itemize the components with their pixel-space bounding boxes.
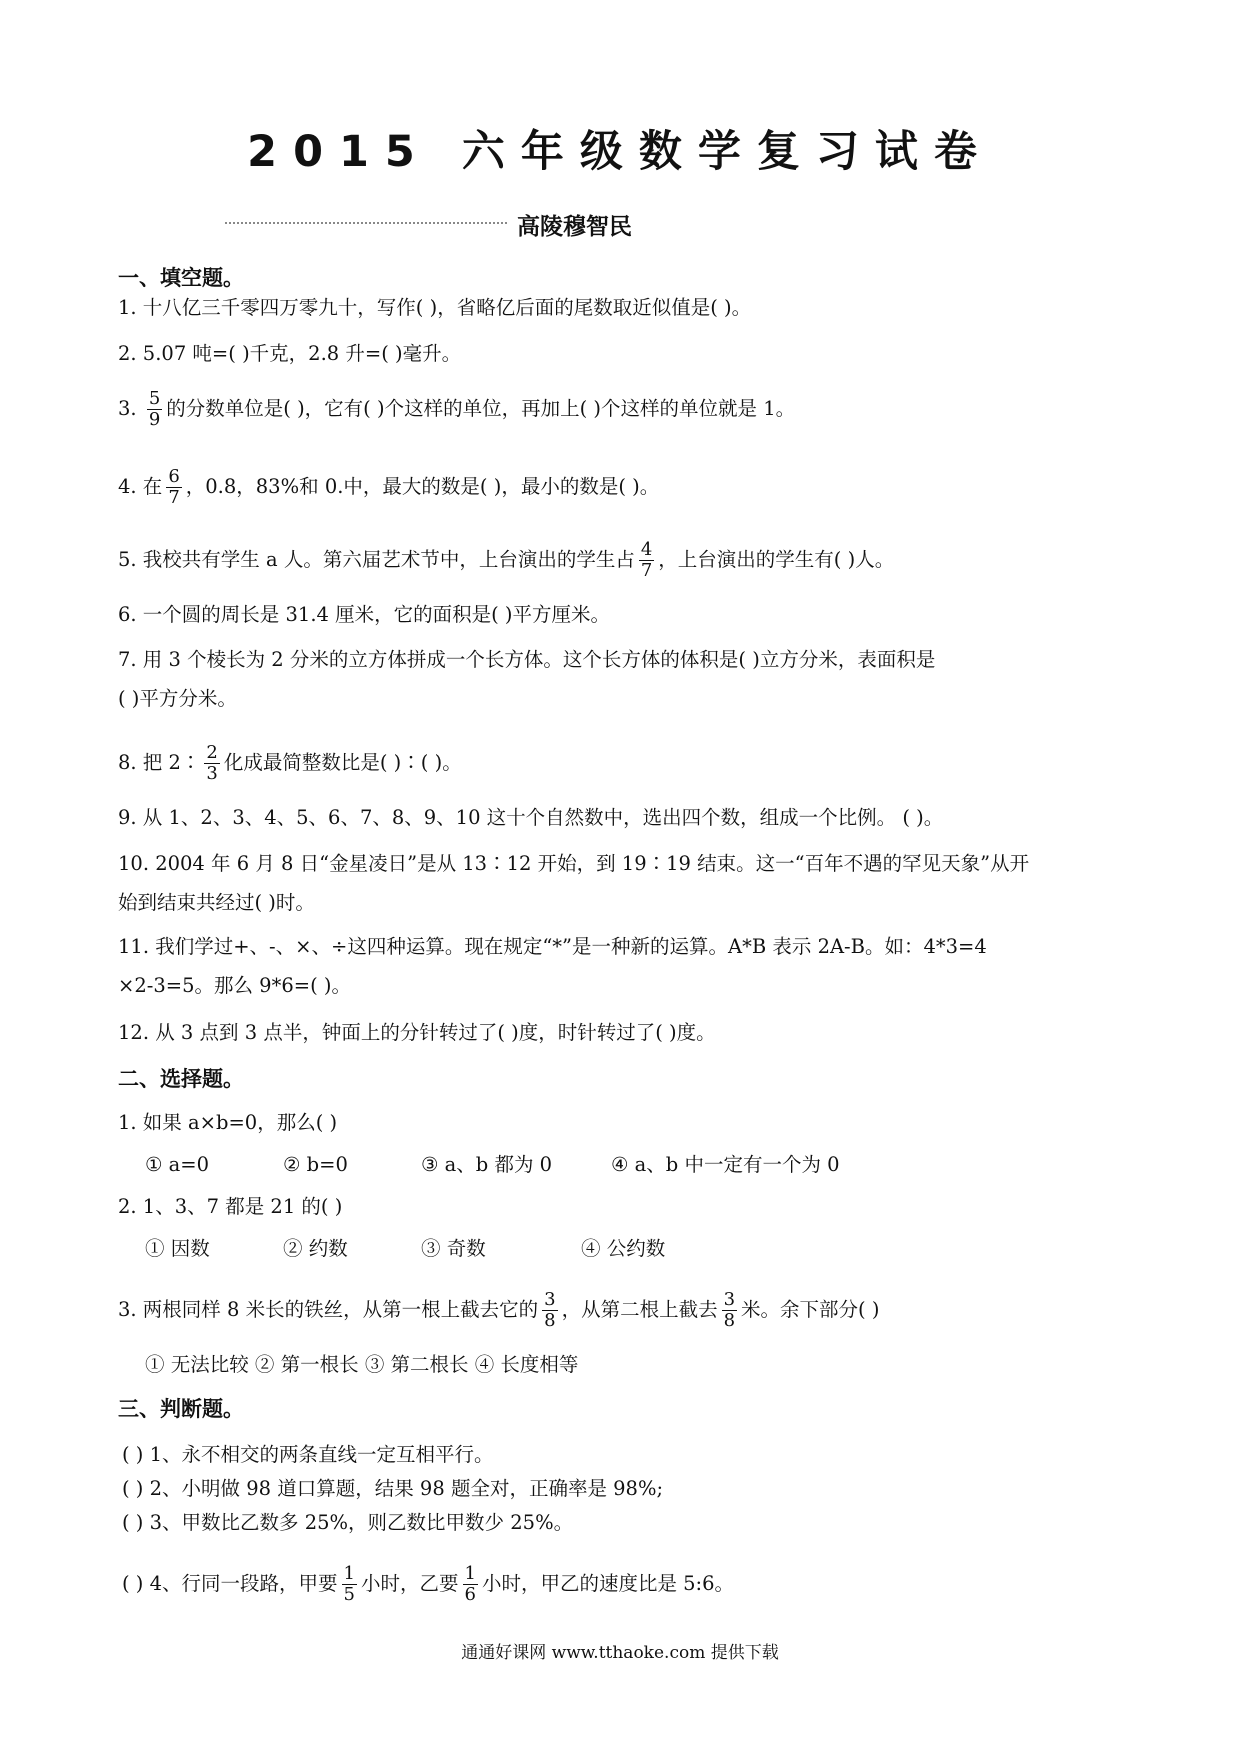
section-judge-heading: 三、判断题。 (118, 1397, 244, 1421)
fraction-numerator: 3 (544, 1289, 556, 1310)
fraction-numerator: 1 (343, 1563, 355, 1584)
fraction-5-9 (147, 389, 162, 430)
fill-q6: 6. 一个圆的周长是 31.4 厘米，它的面积是( )平方厘米。 (118, 603, 611, 626)
fraction-4-7 (639, 540, 654, 581)
fill-q5-post: ，上台演出的学生有( )人。 (658, 548, 895, 571)
fill-q8-post: 化成最简整数比是( )∶( )。 (223, 751, 462, 774)
fraction-numerator: 5 (148, 388, 161, 409)
fraction-denominator: 5 (343, 1584, 355, 1605)
page-title: 2015 六年级数学复习试卷 (247, 127, 993, 177)
choice-q3-option-4: ④ 长度相等 (474, 1353, 579, 1376)
fraction-numerator: 6 (168, 466, 180, 487)
dotted-leader (225, 222, 507, 224)
fill-q10-line1: 10. 2004 年 6 月 8 日“金星凌日”是从 13∶12 开始，到 19∶19 结束。这一“百年不遇的罕见天象”从开 (118, 852, 1030, 875)
choice-q3-mid: ，从第二根上截去 (561, 1298, 718, 1321)
fraction-denominator: 7 (168, 487, 180, 508)
fraction-3-8-b (722, 1290, 737, 1331)
fraction-denominator: 6 (464, 1584, 476, 1605)
choice-q2: 2. 1、3、7 都是 21 的( ) (118, 1195, 343, 1218)
judge-q4-pre: ( ) 4、行同一段路，甲要 (122, 1572, 338, 1595)
fraction-denominator: 8 (544, 1310, 556, 1331)
fraction-2-3 (204, 743, 219, 784)
judge-q2: ( ) 2、小明做 98 道口算题，结果 98 题全对，正确率是 98%; (122, 1477, 664, 1500)
choice-q2-option-4: ④ 公约数 (581, 1237, 666, 1260)
choice-q2-option-1: ① 因数 (145, 1237, 210, 1260)
choice-q1: 1. 如果 a×b=0，那么( ) (118, 1111, 338, 1134)
choice-q3 (118, 1290, 1130, 1331)
fill-q4 (118, 467, 1130, 508)
choice-q1-option-1: ① a=0 (145, 1153, 210, 1176)
fill-q8-pre: 8. 把 2∶ (118, 751, 201, 774)
author-row (225, 208, 925, 238)
fill-q10-line2: 始到结束共经过( )时。 (118, 891, 315, 914)
fill-q7-line2: ( )平方分米。 (118, 687, 237, 710)
fraction-denominator: 9 (148, 409, 161, 430)
fill-q12: 12. 从 3 点到 3 点半，钟面上的分针转过了( )度，时针转过了( )度。 (118, 1021, 716, 1044)
fraction-denominator: 8 (723, 1310, 736, 1331)
fill-q1: 1. 十八亿三千零四万零九十，写作( )，省略亿后面的尾数取近似值是( )。 (118, 296, 752, 319)
fill-q11-line1: 11. 我们学过+、-、×、÷这四种运算。现在规定“*”是一种新的运算。A*B 表示 2A-B。如：4*3=4 (118, 935, 987, 958)
choice-q1-option-4: ④ a、b 中一定有一个为 0 (611, 1153, 840, 1176)
judge-q1: ( ) 1、永不相交的两条直线一定互相平行。 (122, 1443, 494, 1466)
fraction-3-8-a (542, 1290, 557, 1331)
choice-q2-options (145, 1234, 1130, 1264)
fraction-denominator: 7 (640, 560, 653, 581)
fill-q3-post: 的分数单位是( )，它有( )个这样的单位，再加上( )个这样的单位就是 1。 (166, 397, 796, 420)
choice-q2-option-2: ② 约数 (283, 1237, 348, 1260)
fill-q8 (118, 743, 1130, 784)
choice-q3-pre: 3. 两根同样 8 米长的铁丝，从第一根上截去它的 (118, 1298, 539, 1321)
choice-q3-option-2: ② 第一根长 (254, 1353, 359, 1376)
fill-q11-line2: ×2-3=5。那么 9*6=( )。 (118, 974, 352, 997)
judge-q4-mid: 小时，乙要 (360, 1572, 459, 1595)
judge-q4-post: 小时，甲乙的速度比是 5:6。 (481, 1572, 735, 1595)
section-fill-heading: 一、填空题。 (118, 266, 244, 290)
choice-q2-option-3: ③ 奇数 (421, 1237, 486, 1260)
fraction-1-5 (342, 1564, 357, 1605)
choice-q3-post: 米。余下部分( ) (741, 1298, 880, 1321)
fill-q3-pre: 3. (118, 397, 143, 420)
fill-q9: 9. 从 1、2、3、4、5、6、7、8、9、10 这十个自然数中，选出四个数，组成一个比例。 ( )。 (118, 806, 944, 829)
page-footer: 通通好课网 www.tthaoke.com 提供下载 (461, 1643, 779, 1663)
fraction-1-6 (463, 1564, 478, 1605)
section-choice-heading: 二、选择题。 (118, 1067, 244, 1091)
fraction-numerator: 2 (206, 742, 218, 763)
fill-q4-pre: 4. 在 (118, 475, 163, 498)
choice-q3-options (145, 1350, 1130, 1380)
fraction-denominator: 3 (206, 763, 218, 784)
fill-q5-pre: 5. 我校共有学生 a 人。第六届艺术节中，上台演出的学生占 (118, 548, 635, 571)
author-name: 高陵穆智民 (517, 214, 632, 240)
fraction-numerator: 3 (723, 1289, 736, 1310)
choice-q3-option-1: ① 无法比较 (145, 1353, 249, 1376)
fill-q5 (118, 540, 1130, 581)
fraction-6-7 (166, 467, 181, 508)
fill-q3 (118, 389, 1130, 430)
fill-q4-post: ，0.8，83%和 0.中，最大的数是( )，最小的数是( )。 (185, 475, 660, 498)
fill-q2: 2. 5.07 吨=( )千克，2.8 升=( )毫升。 (118, 342, 462, 365)
choice-q1-option-3: ③ a、b 都为 0 (421, 1153, 553, 1176)
choice-q1-options (145, 1150, 1130, 1180)
fill-q7-line1: 7. 用 3 个棱长为 2 分米的立方体拼成一个长方体。这个长方体的体积是( )立方分米，表面积是 (118, 648, 936, 671)
choice-q3-option-3: ③ 第二根长 (364, 1353, 469, 1376)
fraction-numerator: 4 (640, 539, 653, 560)
judge-q3: ( ) 3、甲数比乙数多 25%，则乙数比甲数少 25%。 (122, 1511, 574, 1534)
choice-q1-option-2: ② b=0 (283, 1153, 348, 1176)
judge-q4 (122, 1564, 1130, 1605)
fraction-numerator: 1 (464, 1563, 476, 1584)
